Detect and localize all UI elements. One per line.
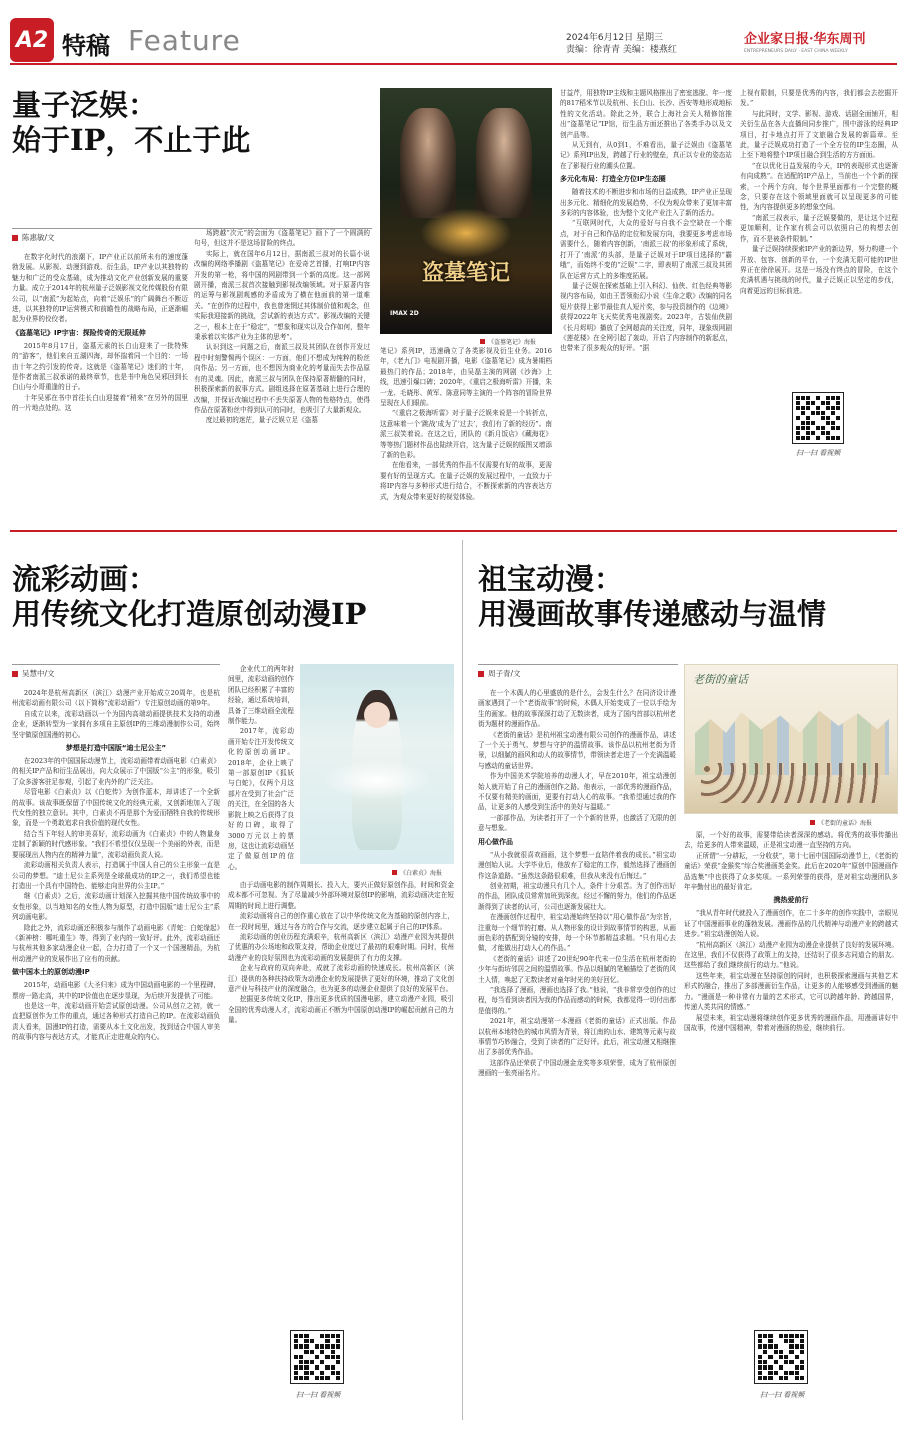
byline-marker-icon xyxy=(12,235,18,241)
article1-subhead2: 多元化布局：打造全方位IP生态圈 xyxy=(560,175,666,184)
poster-figure-right xyxy=(476,108,532,218)
article1-author: 陈惠敏/文 xyxy=(22,233,55,242)
byline-marker-icon xyxy=(12,671,18,677)
article3-image-caption xyxy=(810,818,872,827)
article3-qr-code[interactable] xyxy=(754,1330,808,1384)
paragraph: 《老街的童话》是杭州祖宝动漫有限公司创作的漫画作品，讲述了一个关于勇气、梦想与守护的温情故事。该作品以杭州老街为背景，以细腻的画风和动人的故事情节，带领读者走进了一个充满温暖与感动的童话世界。 xyxy=(478,730,676,770)
paragraph: 结合当下年轻人的审美喜好，流彩动画为《白素贞》中的人物量身定制了新颖的时代感形象。“我们不希望仅仅呈现一个美丽的外表，而是要展现出人物内在的精神力量”，流彩动画负责人说。 xyxy=(12,829,220,859)
article1-col4 xyxy=(560,88,732,522)
paragraph: 2015年，动画电影《大圣归来》成为中国动画电影的一个里程碑，票房一路走高，其中的IP价值也在逐步显现，为后续开发提供了可能。 xyxy=(12,981,220,1000)
poster-face xyxy=(364,702,390,728)
illustration-crowd xyxy=(701,763,883,803)
poster-format-badge: IMAX 2D xyxy=(390,310,419,317)
paragraph: 2017年，流彩动画开始专注开发传统文化的原创动画IP。2018年，企业上映了第一部原创IP《狐妖与白蛇》，仅两个月这部片在受到了社会广泛的关注，在全国的各大影院上映之后获得了良好的口碑，取得了3000万元以上的票房，这也让流彩动画坚定了做原创IP的信心。 xyxy=(228,727,294,871)
paragraph: 2021年，祖宝动漫第一本漫画《老街的童话》正式出版。作品以杭州本地特色的城市风情为背景，将江南的山水、建筑等元素与故事情节巧妙融合，受到了读者的广泛好评。此后，祖宝动漫又相继推出了多部优秀作品。 xyxy=(478,1017,676,1057)
paragraph: 在一个木偶人的心里盛放的是什么，会发生什么？在同济设计漫画家遇到了一个“老街故事”的时候，木偶人开始变成了一位以手绘为生的画家。他的故事深深打动了无数读者，成为了国内首部以杭州老街为题材的漫画作品。 xyxy=(478,689,676,729)
paragraph: 由于动画电影的制作周期长、投入大，要兴正做好原创作品，时间和资金成本都不可忽视。为了尽量减少外部环境对原创IP的影响，流彩动画决定在短周期的时间上进行调整。 xyxy=(228,881,454,910)
article1-col3 xyxy=(380,346,552,522)
masthead xyxy=(744,28,904,54)
paragraph: 2024年是杭州高新区（滨江）动漫产业开始成立20周年，也是杭州流彩动画有限公司（以下简称“流彩动画”）专注原创动画的第9年。 xyxy=(12,689,220,708)
paragraph: “南派三叔表示，量子泛娱要做的，是让这个过程更加顺利，让作家有机会可以依照自己的构想去创作，而不是被条件限制。” xyxy=(740,213,898,243)
paragraph: 自成立以来，流彩动画以一个为国内高端动画提供技术支持的动漫企业，逐渐转型为一家拥有多项自主原创IP的三维动漫制作公司，始终坚守做原创国漫的初心。 xyxy=(12,709,220,739)
paragraph: 企业与政府的双向奔赴，成就了流彩动画的快速成长。杭州高新区（滨江）提供的各种扶持政策为动漫企业的发展提供了更好的环境，推动了文化创意产业与科技产业的深度融合，也为更多的动漫企业提供了良好的发展平台。 xyxy=(228,964,454,994)
article1-poster-caption xyxy=(480,337,536,346)
paragraph: 量子泛娱持续探索IP产业的新边界，努力构建一个开放、包容、创新的平台，一个充满无限可能的IP世界正在徐徐展开。这是一场没有终点的冒险，在这个充满机遇与挑战的时代，量子泛娱正以坚定的步伐，向着更远的目标前进。 xyxy=(740,245,898,295)
article3-qr-caption: 扫一扫 看视频 xyxy=(760,1391,805,1399)
paragraph: “在以优化日益发展的今天，IP的表现形式也逐渐有向成熟”。在适配的IP产品上，当前也一个个新的探索，一个两个方向，每个世界里面都有一个完整的概念，只要存在这个领域里面就可以呈现更多的可能性，为内容提供更多的想象空间。 xyxy=(740,161,898,212)
paragraph: “我从青年时代就投入了漫画创作，在二十多年的创作实践中，亲眼见证了中国漫画事业的蓬勃发展。漫画作品的几代精神与动漫产业的跨越式进步。”祖宝动漫创始人说。 xyxy=(684,909,898,939)
poster-figure-left xyxy=(400,108,456,218)
paragraph: “《重启之极海听雷》对于量子泛娱来说是一个转折点，这意味着一个‘跳战’成为了‘过去’，我们有了新的经历”。南派三叔笑着说。在这之后，团队的《新月饭店》《藏海花》等等热门题材作品也陆续开启，这为量子泛娱的版图又增添了新的色彩。 xyxy=(380,409,552,460)
article3-col1 xyxy=(478,688,676,1428)
article1-title-line2: 始于IP，不止于此 xyxy=(12,122,251,157)
caption-text: 《老街的童话》海报 xyxy=(818,820,873,827)
paragraph: 除此之外，流彩动画还积极参与制作了动画电影《青蛇：白蛇缘起》《新神榜：哪吒重生》等，得到了业内的一致好评。此外，流彩动画还与杭州其他多家动漫企业一起，合力打造了一个又一个国漫精品，为杭州动漫产业的发展作出了应有的贡献。 xyxy=(12,923,220,963)
paragraph: “互联网时代，大众的爱好与自我不会空缺在一个维点，对于自己和作品的定位和发展方向，我要更多考虑市场需要什么，随着内容创新，‘南派三叔’的形象形成了系统，打开了‘南派’的头部，是量子泛娱对于IP项目选择的“霸哦”，而始终不变的“泛娱”二字，即表明了南派三叔及其团队在运营方式上的多维度拓展。 xyxy=(560,219,732,280)
section-title-en: Feature xyxy=(128,24,241,57)
article3-illustration xyxy=(684,664,898,814)
article3-byline-rule xyxy=(478,664,678,665)
paragraph: 随着技术的不断进步和市场的日益成熟，IP产业正呈现出多元化、精细化的发展趋势，不仅为观众带来了更加丰富多彩的内容体验，也为整个文化产业注入了新的活力。 xyxy=(560,188,732,218)
paragraph: 在数字化时代的浪潮下，IP产业正以前所未有的速度蓬勃发展。从影视、动漫到游戏、衍生品，IP产业以其独特的魅力和广泛的受众基础，成为推动文化产业创新发展的重要力量。成立于2014年的杭州量子泛娱影视文化传媒股份有限公司，以“南派”为起始点，向着“泛娱乐”的广阔舞台不断迈进，以其独特的IP运营模式和前瞻性的战略布局，正逐渐崛起为业界的佼佼者。 xyxy=(12,253,188,324)
article2-col2a xyxy=(228,664,294,894)
paragraph: 2015年8月17日，盗墓元素的长白山迎来了一批特殊的“游客”，他们来自五湖四海，却怀揣着同一个目的：一场由十年之约引发的传奇。这就是《盗墓笔记》迷们的十年，是作者南派三叔承诺的最终章节，也是书中角色吴邪回到长白山与小哥重逢的日子。 xyxy=(12,341,188,392)
paragraph: 流彩动画相关负责人表示，打造属于中国人自己的公主形象一直是公司的梦想。“迪士尼公主系列是全球最成功的IP之一，我们希望也能打造出一个具有中国特色、能够走向世界的公主IP。” xyxy=(12,861,220,890)
article1-col5 xyxy=(740,88,898,388)
article2-subhead1: 梦想是打造中国版“迪士尼公主” xyxy=(65,744,167,753)
article3-subhead1: 用心做作品 xyxy=(478,837,513,846)
paragraph: 从无到有，从0到1，不难看出，量子泛娱由《盗墓笔记》系列IP出发，跨越了行业的壁垒，真正以专业的姿态站在了影视行业的潮头位置。 xyxy=(560,141,732,170)
article3-author: 周子青/文 xyxy=(488,669,521,678)
article2-qr-code[interactable] xyxy=(290,1330,344,1384)
article1-qr-caption: 扫一扫 看视频 xyxy=(796,449,841,457)
poster-sleeve xyxy=(322,760,432,800)
article3-byline xyxy=(478,668,521,679)
paragraph: 展望未来，祖宝动漫将继续创作更多优秀的漫画作品，用漫画讲好中国故事，传递中国精神，带着对漫画的热爱，继续前行。 xyxy=(684,1013,898,1032)
paragraph: “从小我就很喜欢画画，这个梦想一直陪伴着我的成长。”祖宝动漫创始人说。大学毕业后，他放弃了稳定的工作，毅然选择了漫画创作这条道路。“虽然这条路很艰难，但我从来没有后悔过。” xyxy=(478,850,676,880)
article1-subhead1: 《盗墓笔记》IP宇宙：探险传奇的无限延伸 xyxy=(12,328,146,337)
header-meta xyxy=(566,32,741,56)
caption-text: 《白素贞》海报 xyxy=(400,870,443,877)
paragraph: 创业初期，祖宝动漫只有几个人，条件十分艰苦。为了创作出好的作品，团队成员常常加班到深夜。经过不懈的努力，他们的作品逐渐得到了读者的认可，公司也逐渐发展壮大。 xyxy=(478,881,676,911)
paragraph: 企业代工的两年时间里，流彩动画的创作团队已经积累了丰富的经验，通过系统培训，具备了三维动画全流程制作能力。 xyxy=(228,665,294,726)
paragraph: “杭州高新区（滨江）动漫产业园为动漫企业提供了良好的发展环境。在这里，我们不仅获得了政策上的支持，还结识了很多志同道合的朋友。这些都给了我们继续前行的动力。”他说。 xyxy=(684,940,898,970)
section-divider xyxy=(10,530,897,532)
caption-text: 《盗墓笔记》海报 xyxy=(488,339,537,346)
paragraph: 甘益芹，用独特IP主线和主题风格推出了密室逃脱、年一度的817稻米节以及杭州、长白山、长沙、西安等地形成地标性的文化活动。除此之外，联合上海社会关人精修馆推出“盗墓笔记”IP馆，衍生品方面还推出了各类手办以及文创产品等。 xyxy=(560,89,732,139)
article2-col1 xyxy=(12,688,220,1428)
article1-qr-code[interactable] xyxy=(792,392,844,444)
header-rule xyxy=(10,63,897,65)
paragraph: 十年吴邪在书中首往长白山迎接着“稍来”在另外的国里的一片地点处的。这 xyxy=(12,393,188,413)
article2-title-line1: 流彩动画： xyxy=(12,562,158,596)
paragraph: 《老街的童话》讲述了20世纪90年代末一位生活在杭州老街的少年与街坊邻居之间的温情故事。作品以细腻的笔触描绘了老街的风土人情，唤起了无数读者对童年时光的美好回忆。 xyxy=(478,954,676,984)
article1-title-line1: 量子泛娱： xyxy=(12,88,158,122)
article1-poster-image xyxy=(380,88,552,334)
paragraph: 实际上，就在国年6月12日，据南派三叔对的长篇小说改编的网络季播剧《盗墓笔记》在爱奇艺首播，打响IP内容开发的第一枪，将中国的网剧带到一个新的高度。这一部网剧开播，南派三叔首次接触到影视改编领域。对于原著内容的运筹与影视剧观感的矛盾成为了横在他面前的第一道难关。“在创作的过程中，我也曾迷惘过其体制价值和观念，但实际我迎接新的挑战，尝试新的表达方式”。影视改编的关键之一，根本上在于“稳定”，“想象和现实以及合作如何，整年秉承着以实体产业为主体的思考”。 xyxy=(194,249,370,342)
article2-headline xyxy=(12,562,452,632)
paragraph: 与此同时，文学、影视、游戏、话剧全面铺开，相关衍生品在各大直播间同步推广，围中游泳的经典IP项目，打卡地点打开了文旅融合发展的新篇章。至此，量子泛娱成功打造了一个全方位的IP生态圈，从上至下地将整个IP项目融合到生活的方方面面。 xyxy=(740,109,898,160)
illustration-title: 老街的童话 xyxy=(693,673,748,686)
editors-credit: 责编：徐青青 美编：楼燕红 xyxy=(566,45,677,55)
article1-col1 xyxy=(12,252,188,522)
column-divider xyxy=(462,540,463,1420)
article3-title-line2: 用漫画故事传递感动与温情 xyxy=(478,596,827,631)
paragraph: 挖掘更多传统文化IP，推出更多优质的国漫电影，建立动漫产业园，吸引全国的优秀动漫人才，流彩动画正不断为中国原创动漫IP的崛起贡献自己的力量。 xyxy=(228,995,454,1025)
article1-col2 xyxy=(194,228,370,522)
byline-marker-icon xyxy=(478,671,484,677)
caption-marker-icon xyxy=(392,870,397,875)
caption-marker-icon xyxy=(480,339,485,344)
article2-poster-image xyxy=(300,664,454,864)
article2-title-line2: 用传统文化打造原创动漫IP xyxy=(12,596,367,631)
paragraph: 尽管电影《白素贞》以《白蛇传》为创作蓝本，却讲述了一个全新的故事。该故事既保留了中国传统文化的经典元素，又创新地加入了现代女性的独立意识。其中，白素贞不再是那个为爱而牺牲自我的传统形象，而是一个勇敢追求自我价值的现代女性。 xyxy=(12,788,220,828)
article3-col2 xyxy=(684,830,898,1314)
paragraph: 作为中国美术学院培养的动漫人才，早在2010年，祖宝动漫创始人就开始了自己的漫画创作之路。他表示，一部优秀的漫画作品，不仅要有精美的画面，更要有打动人心的故事。“我希望通过我的作品，让更多的人感受到生活中的美好与温暖。” xyxy=(478,772,676,812)
article2-qr-caption: 扫一扫 看视频 xyxy=(296,1391,341,1399)
poster-title: 盗墓笔记 xyxy=(421,260,510,286)
paragraph: 一部部作品，为读者打开了一个个新的世界，也激活了无限的创意与想象。 xyxy=(478,813,676,833)
paragraph: 原，一个好的故事，需要带给读者深深的感动。将优秀的故事传播出去，给更多的人带来温暖，正是祖宝动漫一直坚持的方向。 xyxy=(684,831,898,850)
paragraph: 这些年来，祖宝动漫在坚持原创的同时，也积极探索漫画与其他艺术形式的融合，推出了多部漫画衍生作品，让更多的人能够感受到漫画的魅力。“漫画是一种非常有力量的艺术形式，它可以跨越年龄、跨越国界，传递人类共同的情感。” xyxy=(684,971,898,1012)
paper-name: 企业家日报·华东周刊 xyxy=(744,32,866,47)
section-title-cn: 特稿 xyxy=(62,32,110,60)
caption-marker-icon xyxy=(810,820,815,825)
paragraph: 也是这一年，流彩动画开始尝试原创动漫。公司从创立之初，就一直把原创作为工作的重点，通过各种形式打造自己的IP。在流彩动画负责人看来，国漫IP的打造，需要从本土文化出发，找到适合中国人审美的故事内容与表达方式，才能真正走进观众的内心。 xyxy=(12,1001,220,1042)
paragraph: 流彩动画的创业历程充满艰辛，杭州高新区（滨江）动漫产业园为其提供了优惠的办公场地和政策支持，帮助企业度过了最初的艰难时期。同时，杭州动漫产业的良好氛围也为流彩动画的发展提供了有力的支撑。 xyxy=(228,933,454,962)
article2-poster-caption xyxy=(392,868,442,877)
article2-col2b xyxy=(228,880,454,1240)
paragraph: 上视有限制，只要是优秀的内容，我们都会去挖掘开发。” xyxy=(740,89,898,108)
paragraph: 这部作品还荣获了中国动漫金龙奖等多项荣誉，成为了杭州原创漫画的一张亮丽名片。 xyxy=(478,1058,676,1078)
page-header xyxy=(0,0,907,66)
article2-author: 吴慧中/文 xyxy=(22,669,55,678)
paragraph: 在漫画创作过程中，祖宝动漫始终坚持以“用心做作品”为宗旨，注重每一个细节的打磨。从人物形象的设计到故事情节的构思，从画面色彩的搭配到分镜的安排，每一个环节都精益求精。“只有用心去做，才能做出打动人心的作品。” xyxy=(478,913,676,953)
paragraph: 认识到这一问题之后，南派三叔及其团队在创作开发过程中时刻警惕两个误区：一方面，他们不想成为纯粹的粉丝向作品；另一方面，也不想因为商业化的考量而失去作品原有的灵魂。因此，南派三叔与团队在保持原著精髓的同时，积极探索新的叙事方式。剧组选择在原著基础上进行合理的改编，并保证改编过程中不丢失原著人物的性格特点，使得作品在原著粉丝中得到认可的同时，也吸引了大量新观众。 xyxy=(194,343,370,414)
issue-date: 2024年6月12日 xyxy=(566,33,634,43)
article1-byline xyxy=(12,232,55,243)
article3-subhead2: 携热爱前行 xyxy=(773,896,809,905)
article1-headline xyxy=(12,88,372,158)
article3-headline xyxy=(478,562,898,632)
paragraph: 度过最初的迷茫，量子泛娱立足《盗墓 xyxy=(205,416,318,425)
page-number-badge xyxy=(10,18,54,62)
paragraph: 量子泛娱在探索基础上引入科幻、仙侠、红色经典等影视内容布局，如由王晋领衔幻小说《生命之歌》改编的同名短片获得上影节最佳真人短片奖，参与投资制作的《边境》获得2022年飞天奖优秀电视剧奖。2023年，古装仙侠剧《长月烬明》播放了全网超高的关注度，同年，现象级网剧《莲花楼》在全网引起了轰动，开启了内容制作的新起点，也带来了很多观众的好评。“据 xyxy=(560,281,732,353)
paragraph: 场跨越“次元”的会面为《盗墓笔记》画下了一个圆满的句号，但这并不是这场冒险的终点。 xyxy=(194,229,370,248)
issue-weekday: 星期三 xyxy=(635,33,663,43)
paragraph: 继《白素贞》之后，流彩动画计划深入挖掘其他中国传统故事中的女性形象，以当地知名的女性人物为原型，打造中国版“迪士尼公主”系列动画电影。 xyxy=(12,892,220,922)
paragraph: 正所谓“一分耕耘，一分收获”，第十七届中国国际动漫节上，《老街的童话》荣获“金猴奖”综合奖漫画类金奖。此后在2020年“原创中国漫画作品选集”中也获得了众多奖项。一系列荣誉的获得，是对祖宝动漫团队多年辛勤付出的最好肯定。 xyxy=(684,851,898,892)
article2-byline-rule xyxy=(12,664,220,665)
paragraph: 在他看来，一部优秀的作品不仅需要有好的故事，更需要有好的呈现方式。在量子泛娱的发展过程中，一直致力于将IP内容与多种形式进行结合，不断探索新的内容表达方式，为观众带来更好的视觉体验。 xyxy=(380,461,552,501)
paragraph: 笔记》系列IP，迅速确立了各类影视及衍生业务。2016年，《老九门》电视剧开播，电影《盗墓笔记》成为暑期档最热门的作品；2018年，由吴磊主演的网剧《沙海》上线，迅速引爆口碑；2020年，《重启之极海听雷》开播，朱一龙、毛晓彤、黄军、陈意同等主演的一个阵容的冒险世界呈现在人们眼前。 xyxy=(380,347,552,408)
article2-subhead2: 做中国本土的原创动漫IP xyxy=(12,968,90,977)
article3-title-line1: 祖宝动漫： xyxy=(478,562,624,596)
paragraph: 在2023年的中国国际动漫节上，流彩动画带着动画电影《白素贞》的相关IP产品和衍生品展出，向大众展示了中国版“公主”的形象，吸引了众多游客驻足参观，引起了业内外的广泛关注。 xyxy=(12,757,220,786)
paragraph: 流彩动画将自己的创作重心放在了以中华传统文化为基础的原创内容上，在一段时间里，通过与各方的合作与交流，逐步建立起属于自己的IP体系。 xyxy=(228,912,454,931)
paper-name-en: ENTREPRENEURS DAILY · EAST CHINA WEEKLY xyxy=(744,49,848,54)
paragraph: “我选择了漫画，漫画也选择了我。”他说，“我非常享受创作的过程，每当看到读者因为我的作品而感动的时候，我都觉得一切付出都是值得的。” xyxy=(478,985,676,1015)
page-number: A2 xyxy=(15,27,49,53)
poster-glow xyxy=(420,208,512,258)
article2-byline xyxy=(12,668,55,679)
